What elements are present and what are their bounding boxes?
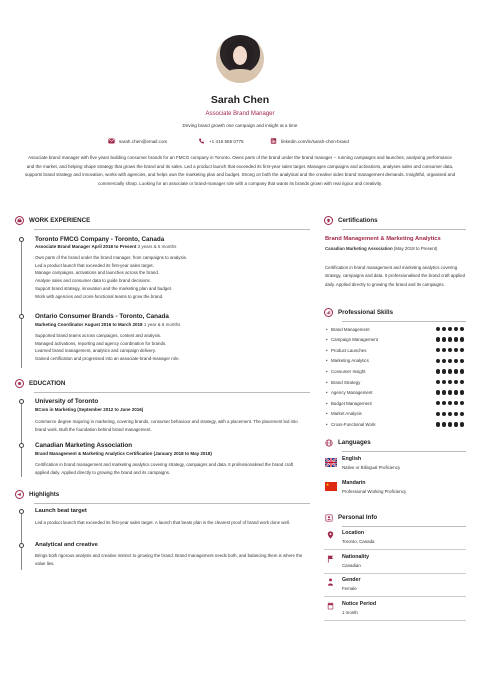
skill-row: [326, 389, 466, 397]
personal-info-title: Personal Info: [338, 514, 378, 521]
skill-level-dot: [436, 390, 440, 394]
phone-icon: [198, 138, 205, 144]
job-bullets: [35, 332, 305, 363]
certification-issuer-name: Canadian Marketing Association: [325, 246, 393, 251]
timeline-dot: [19, 314, 24, 319]
skill-level-dot: [448, 337, 452, 341]
megaphone-icon: [15, 490, 24, 499]
profile-summary: Associate brand manager with five years building consumer brands for an FMCG company in Toronto. Owns parts of the brand under the brand manager -- running campaigns and launches, analysing performance and the market, and helping shape strategy that grows the brand and its sales. Led a product launch that exceeded its first-year sales target. Manages campaigns and activations, analyses sales and consumer data, supports brand strategy and innovation, works with agencies, and helps own the marketing plan and budget. Strong on both the analytical and the creative sides brand management demands. Insightful, organised and commercially sharp. Looking for an associate or brand-manager role with a company that wants its brands grown with real rigour and creativity.: [24, 155, 456, 186]
skill-level-dot: [454, 412, 458, 416]
skill-name: Brand Management: [331, 326, 370, 332]
certificate-icon: [324, 216, 333, 225]
nationality-label: Nationality: [342, 554, 370, 560]
job-duration: 3 years & 5 months: [137, 244, 177, 249]
bullet-icon: •: [326, 337, 328, 343]
skill-level-dot: [460, 422, 464, 426]
skill-level-dot: [460, 390, 464, 394]
skill-level-dot: [442, 359, 446, 363]
education-heading: [15, 379, 65, 388]
notice-period-value: 1 month: [342, 610, 358, 615]
skill-name: Budget Management: [331, 400, 372, 406]
highlights-title: Highlights: [29, 491, 60, 498]
divider: [342, 526, 466, 527]
work-experience-title: WORK EXPERIENCE: [29, 217, 91, 224]
languages-title: Languages: [338, 439, 371, 446]
timeline-dot: [19, 237, 24, 242]
education-title: EDUCATION: [29, 380, 66, 387]
skill-level-dot: [442, 369, 446, 373]
skill-level-dots: [436, 337, 464, 341]
timeline: [21, 403, 22, 477]
skill-level-dot: [436, 337, 440, 341]
skill-level-dot: [442, 348, 446, 352]
education-degree: BCom in Marketing (September 2012 to June 2016): [35, 407, 144, 412]
skill-level-dots: [436, 359, 464, 363]
skill-level-dot: [442, 412, 446, 416]
certifications-title: Certifications: [338, 217, 378, 224]
skill-level-dot: [436, 348, 440, 352]
skill-level-dot: [448, 380, 452, 384]
skill-level-dots: [436, 380, 464, 384]
education-description: Certification in brand management and marketing analytics covering strategy, campaigns and data. It professionalised the brand craft applied daily. Applied directly to growing the brand and its campaigns.: [35, 462, 294, 475]
languages-heading: [324, 438, 371, 447]
skill-level-dots: [436, 369, 464, 373]
bullet-icon: •: [326, 411, 328, 417]
skill-level-dot: [454, 327, 458, 331]
divider: [34, 392, 310, 393]
skill-level-dot: [460, 369, 464, 373]
skill-level-dot: [454, 359, 458, 363]
bullet-icon: •: [326, 358, 328, 364]
skill-level-dot: [460, 401, 464, 405]
skill-row: [326, 399, 466, 407]
skill-level-dot: [454, 369, 458, 373]
skill-level-dots: [436, 327, 464, 331]
calendar-icon: [327, 602, 334, 610]
education-title: Canadian Marketing Association: [35, 442, 133, 449]
list-item: Led a product launch that exceeded its first-year sales target.: [35, 262, 154, 268]
highlight-title: Analytical and creative: [35, 542, 98, 548]
phone-text: +1 416 555 0775: [209, 138, 244, 144]
skill-level-dot: [460, 380, 464, 384]
job-title: Toronto FMCG Company - Toronto, Canada: [35, 236, 165, 243]
divider: [342, 229, 466, 230]
skill-name: Product Launches: [331, 347, 367, 353]
skill-level-dot: [448, 390, 452, 394]
divider: [342, 321, 466, 322]
skill-level-dot: [442, 327, 446, 331]
education-degree: Brand Management & Marketing Analytics Certification (January 2018 to May 2018): [35, 451, 212, 456]
bullet-icon: •: [326, 421, 328, 427]
skill-level-dot: [442, 380, 446, 384]
job-duration: 1 year & 8 months: [143, 322, 181, 327]
skill-level-dot: [436, 422, 440, 426]
phone-contact[interactable]: [198, 138, 244, 144]
list-item: Supported brand teams across campaigns, content and analysis.: [35, 333, 162, 338]
skill-row: [326, 357, 466, 365]
skill-name: Cross-Functional Work: [331, 421, 376, 427]
certification-date: (May 2018 to Present): [393, 246, 438, 251]
skill-level-dot: [448, 348, 452, 352]
highlights-heading: [15, 490, 59, 499]
tagline: Driving brand growth one campaign and insight at a time: [182, 123, 298, 128]
highlight-title: Launch beat target: [35, 508, 87, 514]
divider: [324, 620, 466, 621]
skill-row: [326, 410, 466, 418]
job-position: Associate Brand Manager: [35, 244, 91, 249]
divider: [34, 503, 310, 504]
list-item: Own parts of the brand under the brand manager, from campaigns to analysis.: [35, 255, 188, 260]
divider: [324, 573, 466, 574]
person-icon: [327, 578, 334, 586]
certifications-heading: [324, 216, 378, 225]
skill-name: Agency Management: [331, 390, 373, 396]
skill-row: [326, 420, 466, 428]
skill-level-dot: [448, 327, 452, 331]
linkedin-text: linkedin.com/in/sarah-chen-brand: [281, 138, 349, 144]
contact-bar: [0, 138, 480, 147]
skill-name: Market Analysis: [331, 411, 362, 417]
skill-level-dot: [460, 359, 464, 363]
skill-row: [326, 378, 466, 386]
certification-issuer: [325, 246, 465, 253]
skill-level-dot: [436, 412, 440, 416]
skill-level-dots: [436, 348, 464, 352]
skill-level-dot: [460, 337, 464, 341]
divider: [324, 596, 466, 597]
bullet-icon: •: [326, 326, 328, 332]
skill-level-dot: [436, 369, 440, 373]
job-dates: April 2018 to Present: [91, 244, 137, 249]
language-level: Native or Bilingual Proficiency: [342, 465, 401, 470]
skill-level-dots: [436, 390, 464, 394]
candidate-role: Associate Brand Manager: [205, 111, 275, 117]
education-description: Commerce degree majoring in marketing, covering brands, consumer behaviour and strategy, with a placement. The placement led into brand work. Built the foundation behind brand management.: [35, 419, 298, 432]
language-name: Mandarin: [342, 480, 366, 486]
job-meta: [35, 322, 180, 327]
divider: [324, 549, 466, 550]
skill-level-dot: [448, 359, 452, 363]
skill-level-dot: [442, 401, 446, 405]
list-item: Learned brand management, analytics and campaign delivery.: [35, 348, 156, 354]
skill-level-dot: [454, 422, 458, 426]
bullet-icon: •: [326, 347, 328, 353]
timeline-dot: [19, 509, 24, 514]
skill-level-dots: [436, 412, 464, 416]
skill-row: [326, 367, 466, 375]
china-flag-icon: [325, 482, 337, 491]
bullet-icon: •: [326, 379, 328, 385]
skill-level-dot: [448, 401, 452, 405]
skill-row: [326, 336, 466, 344]
skills-heading: [324, 308, 393, 317]
skill-level-dot: [460, 327, 464, 331]
job-dates: August 2016 to March 2018: [84, 322, 143, 327]
divider: [342, 451, 466, 452]
location-label: Location: [342, 530, 365, 536]
profile-photo: [216, 35, 264, 83]
skill-name: Brand Strategy: [331, 379, 361, 385]
linkedin-icon: [270, 138, 277, 144]
timeline-dot: [19, 543, 24, 548]
skill-level-dot: [454, 348, 458, 352]
timeline-dot: [19, 443, 24, 448]
certification-description: Certification in brand management and marketing analytics covering strategy, campaigns and data. It professionalised the brand craft applied daily. Applied directly to growing the brand and its campaigns.: [325, 265, 466, 287]
skill-name: Marketing Analytics: [331, 358, 369, 364]
skill-level-dot: [454, 401, 458, 405]
skill-level-dot: [454, 390, 458, 394]
skill-level-dots: [436, 422, 464, 426]
skill-name: Consumer Insight: [331, 368, 366, 374]
bullet-icon: •: [326, 400, 328, 406]
work-experience-heading: [15, 216, 90, 225]
education-sub: [35, 407, 143, 412]
job-meta: [35, 244, 176, 249]
flag-icon: [327, 555, 334, 563]
timeline-dot: [19, 399, 24, 404]
nationality-value: Canadian: [342, 563, 361, 568]
skill-level-dot: [460, 348, 464, 352]
uk-flag-icon: [325, 458, 337, 467]
language-level: Professional Working Proficiency: [342, 489, 407, 494]
highlight-description: Brings both rigorous analysis and creative instinct to growing the brand. Brand management needs both, and balancing them is where the value lies.: [35, 553, 303, 566]
timeline: [21, 240, 22, 368]
job-position: Marketing Coordinator: [35, 322, 84, 327]
map-pin-icon: [327, 531, 334, 539]
chart-icon: [324, 308, 333, 317]
notice-period-label: Notice Period: [342, 601, 377, 607]
briefcase-icon: [15, 216, 24, 225]
graduation-cap-icon: [15, 379, 24, 388]
skill-level-dot: [436, 359, 440, 363]
skill-level-dot: [448, 369, 452, 373]
highlight-description: Led a product launch that exceeded its first-year sales target. A launch that beats plan is the clearest proof of brand work done well.: [35, 520, 291, 525]
list-item: Work with agencies and cross-functional teams to grow the brand.: [35, 293, 164, 299]
id-card-icon: [324, 513, 333, 522]
skills-title: Professional Skills: [338, 309, 394, 316]
skill-level-dot: [442, 337, 446, 341]
linkedin-contact[interactable]: [270, 138, 349, 144]
skill-level-dot: [454, 337, 458, 341]
gender-value: Female: [342, 586, 357, 591]
candidate-name: Sarah Chen: [210, 94, 270, 106]
skill-level-dot: [448, 412, 452, 416]
gender-label: Gender: [342, 577, 361, 583]
job-bullets: [35, 254, 305, 300]
skill-name: Campaign Management: [331, 337, 378, 343]
bullet-icon: •: [326, 390, 328, 396]
bullet-icon: •: [326, 368, 328, 374]
globe-icon: [324, 438, 333, 447]
language-name: English: [342, 456, 362, 462]
skill-level-dot: [436, 380, 440, 384]
education-sub: [35, 451, 212, 456]
skill-level-dot: [442, 390, 446, 394]
skill-level-dots: [436, 401, 464, 405]
list-item: Analyse sales and consumer data to guide brand decisions.: [35, 278, 151, 284]
timeline: [21, 514, 22, 570]
skill-level-dot: [448, 422, 452, 426]
list-item: Manage campaigns, activations and launches across the brand.: [35, 270, 159, 276]
email-contact[interactable]: [108, 138, 167, 144]
skill-row: [326, 325, 466, 333]
list-item: Support brand strategy, innovation and the marketing plan and budget.: [35, 285, 173, 291]
skill-level-dot: [442, 422, 446, 426]
certification-name: Brand Management & Marketing Analytics: [325, 236, 441, 242]
divider: [34, 229, 310, 230]
skill-level-dot: [436, 401, 440, 405]
skill-level-dot: [436, 327, 440, 331]
envelope-icon: [108, 138, 115, 144]
job-title: Ontario Consumer Brands - Toronto, Canada: [35, 313, 169, 320]
list-item: Gained certification and progressed into an associate-brand-manager role.: [35, 356, 180, 362]
skill-level-dot: [454, 380, 458, 384]
location-value: Toronto, Canada: [342, 539, 375, 544]
skill-row: [326, 346, 466, 354]
education-title: University of Toronto: [35, 398, 99, 405]
skill-level-dot: [460, 412, 464, 416]
email-text: sarah.chen@email.com: [119, 138, 168, 144]
list-item: Managed activations, reporting and agency coordination for brands.: [35, 340, 167, 346]
personal-info-heading: [324, 513, 377, 522]
